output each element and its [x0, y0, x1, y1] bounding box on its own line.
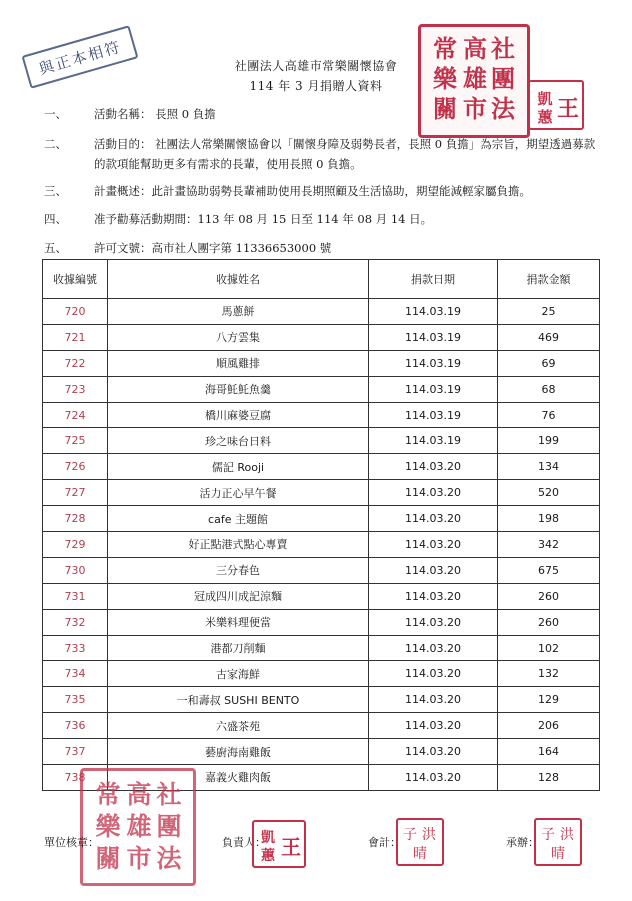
svg-text:法: 法	[156, 844, 182, 873]
svg-text:王: 王	[556, 96, 580, 122]
section-1	[44, 104, 216, 124]
header-donation-date: 捐款日期	[369, 260, 498, 299]
row-donor-name: 海哥魠魠魚羹	[108, 376, 369, 402]
table-row	[43, 765, 600, 791]
row-donor-name: 珍之味台日料	[108, 428, 369, 454]
row-donor-name: 古家海鮮	[108, 661, 369, 687]
accountant-seal	[396, 818, 444, 866]
row-date: 114.03.19	[369, 402, 498, 428]
svg-text:晴: 晴	[413, 846, 427, 862]
row-receipt-no: 726	[43, 454, 108, 480]
row-amount: 128	[498, 765, 600, 791]
row-date: 114.03.19	[369, 350, 498, 376]
svg-text:凱: 凱	[537, 90, 553, 108]
table-row	[43, 506, 600, 532]
section-3-num: 三、	[44, 184, 67, 198]
table-row	[43, 687, 600, 713]
donation-table	[42, 259, 600, 791]
section-1-text: 活動名稱： 長照 0 負擔	[94, 107, 216, 121]
row-amount: 76	[498, 402, 600, 428]
row-donor-name: 六盛茶苑	[108, 713, 369, 739]
doc-subtitle: 114 年 3 月捐贈人資料	[249, 79, 383, 93]
row-amount: 469	[498, 324, 600, 350]
svg-text:蕙: 蕙	[537, 108, 553, 126]
organization-seal	[418, 24, 530, 138]
row-donor-name: 橋川麻婆豆腐	[108, 402, 369, 428]
svg-text:社: 社	[156, 780, 182, 809]
svg-text:蕙: 蕙	[261, 848, 275, 864]
row-amount: 134	[498, 454, 600, 480]
row-date: 114.03.19	[369, 376, 498, 402]
svg-text:雄: 雄	[463, 64, 487, 93]
row-receipt-no: 729	[43, 532, 108, 558]
row-amount: 675	[498, 557, 600, 583]
footer-accountant-label: 會計：	[368, 836, 401, 849]
row-receipt-no: 736	[43, 713, 108, 739]
svg-text:洪: 洪	[560, 827, 574, 843]
section-4-text: 准予勸募活動期間：113 年 08 月 15 日至 114 年 08 月 14 日。	[94, 212, 433, 226]
svg-text:樂: 樂	[433, 64, 457, 93]
org-title: 社團法人高雄市常樂關懷協會	[234, 59, 398, 73]
footer-handler-label: 承辦：	[506, 836, 539, 849]
row-receipt-no: 724	[43, 402, 108, 428]
row-date: 114.03.20	[369, 454, 498, 480]
copy-stamp-text: 與正本相符	[36, 37, 124, 78]
svg-text:關: 關	[95, 844, 121, 873]
row-amount: 206	[498, 713, 600, 739]
table-row	[43, 661, 600, 687]
section-2-num: 二、	[44, 137, 67, 151]
table-row	[43, 376, 600, 402]
footer-responsible-label: 負責人：	[222, 836, 266, 849]
svg-text:常: 常	[95, 780, 121, 809]
row-date: 114.03.20	[369, 713, 498, 739]
svg-text:雄: 雄	[126, 812, 152, 841]
row-date: 114.03.20	[369, 661, 498, 687]
row-amount: 342	[498, 532, 600, 558]
responsible-seal	[252, 820, 306, 868]
section-4-num: 四、	[44, 212, 67, 226]
section-1-num: 一、	[44, 107, 67, 121]
section-4	[44, 209, 432, 229]
row-receipt-no: 723	[43, 376, 108, 402]
table-row	[43, 635, 600, 661]
row-amount: 260	[498, 583, 600, 609]
svg-text:洪: 洪	[422, 827, 436, 843]
row-receipt-no: 737	[43, 739, 108, 765]
svg-text:樂: 樂	[95, 812, 121, 841]
table-body	[43, 299, 600, 791]
table-row	[43, 583, 600, 609]
footer-verify-label: 單位核章：	[44, 836, 99, 849]
svg-text:社: 社	[491, 34, 515, 63]
row-receipt-no: 728	[43, 506, 108, 532]
row-donor-name: 冠成四川成記涼麵	[108, 583, 369, 609]
row-date: 114.03.20	[369, 765, 498, 791]
row-amount: 520	[498, 480, 600, 506]
svg-text:團: 團	[491, 64, 515, 93]
table-row	[43, 299, 600, 325]
svg-text:市: 市	[463, 94, 487, 123]
section-5	[44, 238, 331, 258]
row-receipt-no: 721	[43, 324, 108, 350]
svg-text:法: 法	[491, 94, 515, 123]
row-donor-name: 港都刀削麵	[108, 635, 369, 661]
row-date: 114.03.20	[369, 480, 498, 506]
svg-text:晴: 晴	[551, 846, 565, 862]
row-date: 114.03.19	[369, 428, 498, 454]
row-donor-name: 八方雲集	[108, 324, 369, 350]
row-receipt-no: 725	[43, 428, 108, 454]
svg-text:關: 關	[433, 94, 457, 123]
header-receipt-no: 收據編號	[43, 260, 108, 299]
table-row	[43, 480, 600, 506]
row-date: 114.03.20	[369, 557, 498, 583]
row-date: 114.03.20	[369, 506, 498, 532]
row-receipt-no: 733	[43, 635, 108, 661]
row-date: 114.03.19	[369, 299, 498, 325]
row-receipt-no: 722	[43, 350, 108, 376]
row-receipt-no: 727	[43, 480, 108, 506]
row-amount: 164	[498, 739, 600, 765]
row-date: 114.03.20	[369, 635, 498, 661]
row-receipt-no: 730	[43, 557, 108, 583]
row-date: 114.03.19	[369, 324, 498, 350]
table-row	[43, 350, 600, 376]
header-donation-amount: 捐款金額	[498, 260, 600, 299]
row-amount: 260	[498, 609, 600, 635]
svg-text:常: 常	[433, 34, 457, 63]
row-receipt-no: 720	[43, 299, 108, 325]
row-donor-name: 儒記 Rooji	[108, 454, 369, 480]
row-date: 114.03.20	[369, 609, 498, 635]
table-row	[43, 454, 600, 480]
person-seal	[528, 80, 584, 130]
row-receipt-no: 735	[43, 687, 108, 713]
table-row	[43, 324, 600, 350]
table-row	[43, 609, 600, 635]
table-row	[43, 532, 600, 558]
row-receipt-no: 732	[43, 609, 108, 635]
svg-text:王: 王	[281, 835, 301, 859]
svg-text:高: 高	[463, 34, 487, 63]
row-amount: 129	[498, 687, 600, 713]
header-receipt-name: 收據姓名	[108, 260, 369, 299]
row-donor-name: cafe 主題館	[108, 506, 369, 532]
row-donor-name: 順風雞排	[108, 350, 369, 376]
row-donor-name: 馬蔥餅	[108, 299, 369, 325]
table-header-row	[43, 260, 600, 299]
table-row	[43, 402, 600, 428]
row-date: 114.03.20	[369, 739, 498, 765]
svg-text:子: 子	[403, 827, 417, 843]
row-donor-name: 嘉義火雞肉飯	[108, 765, 369, 791]
row-donor-name: 好正點港式點心專賣	[108, 532, 369, 558]
section-5-text: 許可文號：高市社人團字第 11336653000 號	[94, 241, 332, 255]
section-2-text: 活動目的： 社團法人常樂關懷協會以「關懷身障及弱勢長者，長照 0 負擔」為宗旨，期望透過募款的款項能幫助更多有需求的長輩，使用長照 0 負擔。	[94, 137, 596, 171]
row-donor-name: 活力正心早午餐	[108, 480, 369, 506]
row-amount: 69	[498, 350, 600, 376]
row-donor-name: 米樂料理便當	[108, 609, 369, 635]
section-3	[44, 181, 531, 201]
row-amount: 199	[498, 428, 600, 454]
table-row	[43, 739, 600, 765]
svg-text:凱: 凱	[261, 830, 275, 846]
table-row	[43, 713, 600, 739]
row-amount: 102	[498, 635, 600, 661]
row-date: 114.03.20	[369, 532, 498, 558]
row-donor-name: 三分春色	[108, 557, 369, 583]
svg-text:高: 高	[126, 780, 152, 809]
row-date: 114.03.20	[369, 687, 498, 713]
row-amount: 25	[498, 299, 600, 325]
row-receipt-no: 731	[43, 583, 108, 609]
svg-text:子: 子	[541, 827, 555, 843]
row-donor-name: 藝廚海南雞飯	[108, 739, 369, 765]
row-date: 114.03.20	[369, 583, 498, 609]
svg-text:市: 市	[126, 844, 152, 873]
section-2	[44, 134, 596, 174]
handler-seal	[534, 818, 582, 866]
section-3-text: 計畫概述：此計畫協助弱勢長輩補助使用長期照顧及生活協助，期望能減輕家屬負擔。	[94, 184, 531, 198]
row-amount: 132	[498, 661, 600, 687]
row-receipt-no: 734	[43, 661, 108, 687]
table-row	[43, 557, 600, 583]
row-receipt-no: 738	[43, 765, 108, 791]
row-donor-name: 一和壽叔 SUSHI BENTO	[108, 687, 369, 713]
row-amount: 68	[498, 376, 600, 402]
section-5-num: 五、	[44, 241, 67, 255]
svg-text:團: 團	[156, 812, 182, 841]
table-row	[43, 428, 600, 454]
row-amount: 198	[498, 506, 600, 532]
